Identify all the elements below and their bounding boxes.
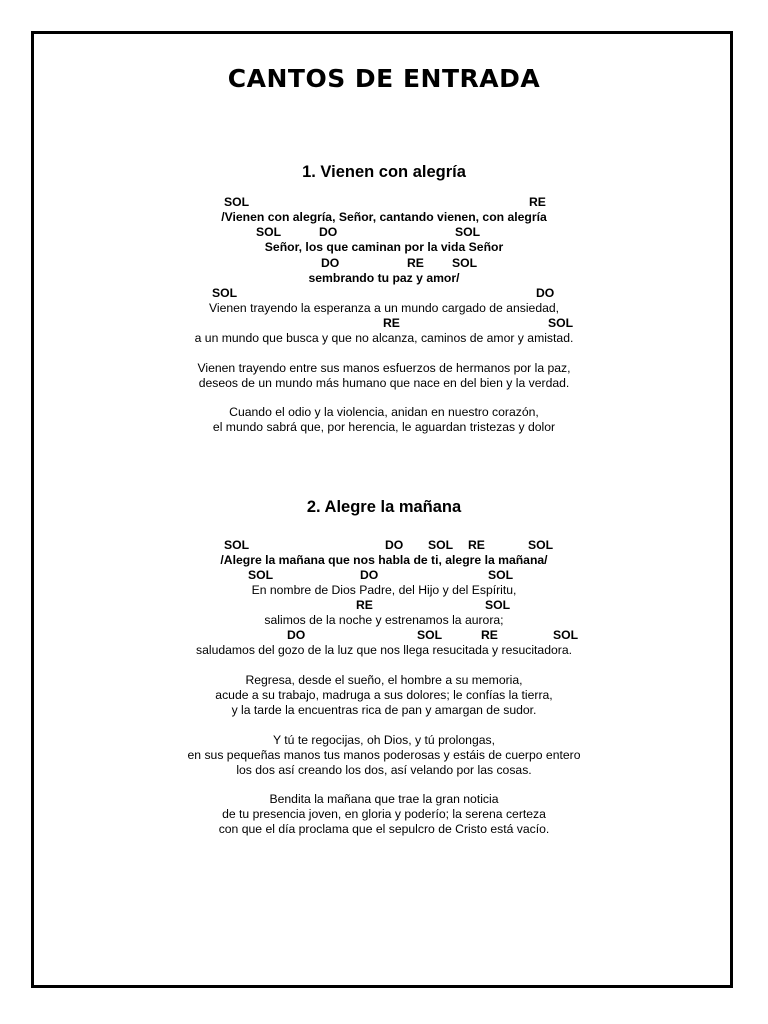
song-heading: 2. Alegre la mañana xyxy=(306,498,462,516)
lyric-line: deseos de un mundo más humano que nace en del bien y la verdad. xyxy=(198,376,570,390)
chord: RE xyxy=(481,628,498,642)
lyric-line: los dos así creando los dos, así velando por las cosas. xyxy=(236,763,532,777)
chord: SOL xyxy=(553,628,579,642)
lyric-line: Vienen trayendo entre sus manos esfuerzos de hermanos por la paz, xyxy=(197,361,571,375)
chord: RE xyxy=(356,598,373,612)
chord: SOL xyxy=(452,256,478,270)
chord: DO xyxy=(287,628,306,642)
lyric-line: Vienen trayendo la esperanza a un mundo cargado de ansiedad, xyxy=(208,301,560,315)
chord: SOL xyxy=(212,286,238,300)
lyric-line: Regresa, desde el sueño, el hombre a su memoria, xyxy=(245,673,523,687)
lyric-line: Señor, los que caminan por la vida Señor xyxy=(264,240,504,254)
lyric-line: En nombre de Dios Padre, del Hijo y del Espíritu, xyxy=(251,583,517,597)
chord: SOL xyxy=(256,225,282,239)
lyric-line: a un mundo que busca y que no alcanza, caminos de amor y amistad. xyxy=(194,331,574,345)
chord: DO xyxy=(360,568,379,582)
lyric-line: sembrando tu paz y amor/ xyxy=(308,271,460,285)
song-heading: 1. Vienen con alegría xyxy=(302,163,466,181)
chord: RE xyxy=(468,538,485,552)
chord: RE xyxy=(407,256,424,270)
lyric-line: de tu presencia joven, en gloria y poderío; la serena certeza xyxy=(222,807,546,821)
chord: SOL xyxy=(428,538,454,552)
lyric-line: /Vienen con alegría, Señor, cantando vienen, con alegría xyxy=(221,210,547,224)
lyric-line: Cuando el odio y la violencia, anidan en nuestro corazón, xyxy=(229,405,539,419)
lyric-line: acude a su trabajo, madruga a sus dolores; le confías la tierra, xyxy=(215,688,553,702)
chord: DO xyxy=(385,538,404,552)
document-title: CANTOS DE ENTRADA xyxy=(227,64,541,93)
chord: DO xyxy=(321,256,340,270)
chord: SOL xyxy=(224,195,250,209)
chord: SOL xyxy=(485,598,511,612)
lyric-line: Y tú te regocijas, oh Dios, y tú prolongas, xyxy=(273,733,495,747)
lyric-line: el mundo sabrá que, por herencia, le aguardan tristezas y dolor xyxy=(212,420,556,434)
lyric-line: saludamos del gozo de la luz que nos llega resucitada y resucitadora. xyxy=(195,643,572,657)
chord: RE xyxy=(383,316,400,330)
lyric-line: en sus pequeñas manos tus manos poderosas y estáis de cuerpo entero xyxy=(187,748,581,762)
chord: SOL xyxy=(488,568,514,582)
chord: SOL xyxy=(528,538,554,552)
lyric-line: Bendita la mañana que trae la gran noticia xyxy=(269,792,499,806)
chord: SOL xyxy=(248,568,274,582)
lyric-line: y la tarde la encuentras rica de pan y amargan de sudor. xyxy=(231,703,537,717)
chord: SOL xyxy=(455,225,481,239)
chord: SOL xyxy=(417,628,443,642)
lyric-line: /Alegre la mañana que nos habla de ti, alegre la mañana/ xyxy=(220,553,548,567)
lyric-line: salimos de la noche y estrenamos la aurora; xyxy=(264,613,504,627)
chord: SOL xyxy=(224,538,250,552)
lyric-line: con que el día proclama que el sepulcro de Cristo está vacío. xyxy=(218,822,550,836)
chord: SOL xyxy=(548,316,574,330)
chord: DO xyxy=(536,286,555,300)
chord: DO xyxy=(319,225,338,239)
chord: RE xyxy=(529,195,546,209)
